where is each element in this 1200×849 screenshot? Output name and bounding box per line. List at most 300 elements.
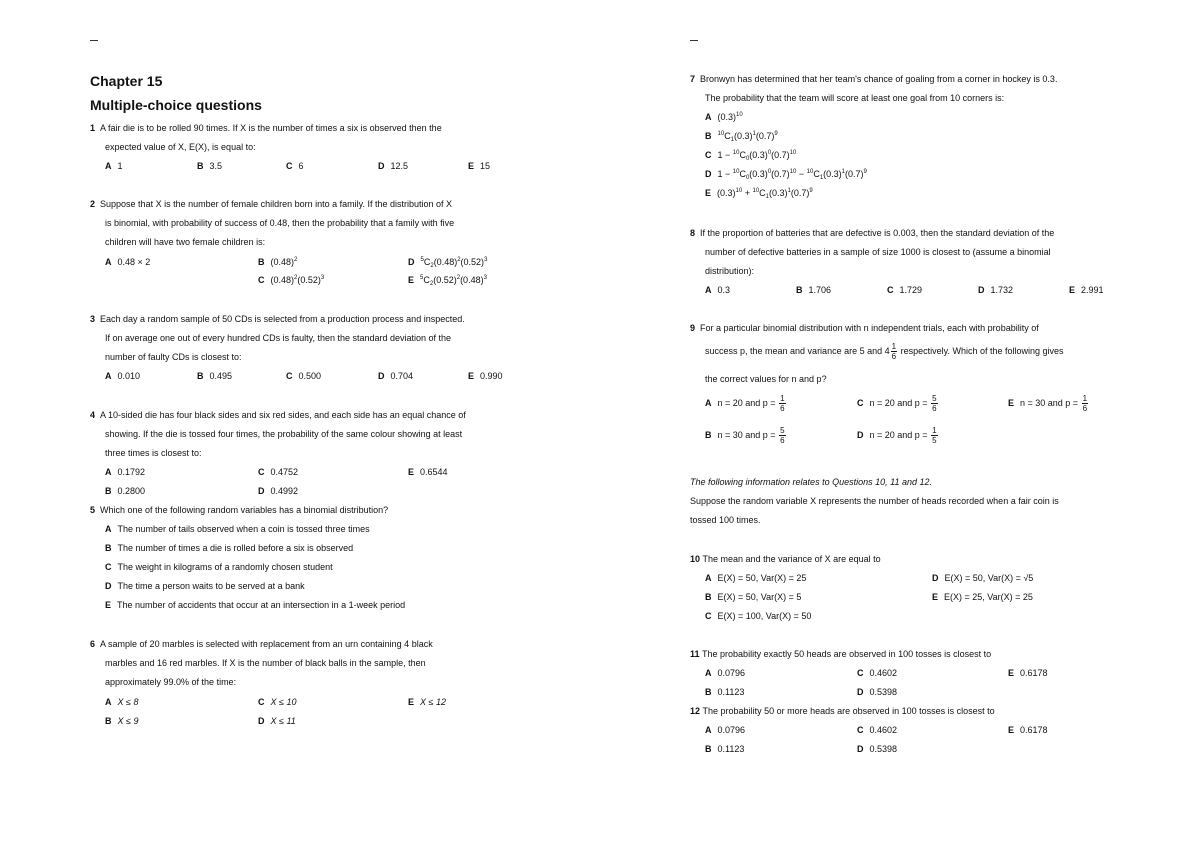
option-a[interactable] <box>105 257 150 268</box>
option-text: 15 <box>480 161 491 171</box>
option-d[interactable] <box>378 161 408 172</box>
section-title: Multiple-choice questions <box>90 97 262 113</box>
option-letter: C <box>286 161 293 171</box>
fraction-numerator: 1 <box>780 394 785 403</box>
option-d[interactable] <box>258 716 296 727</box>
option-letter: C <box>258 467 265 477</box>
option-text: 2.991 <box>1081 285 1104 295</box>
option-text: 6 <box>298 161 304 171</box>
subscript: 0 <box>745 156 750 162</box>
option-text: 1 <box>117 161 123 171</box>
exponent: 10 <box>789 150 797 156</box>
option-text: 0.704 <box>390 371 414 381</box>
option-d[interactable] <box>857 426 939 445</box>
option-text: (0.3) <box>769 188 788 198</box>
combination-symbol: C <box>739 150 746 160</box>
option-text: n = 20 and p = <box>717 397 776 408</box>
fraction <box>1082 394 1088 413</box>
question-text: Suppose that X is the number of female children born into a family. If the distribution of X <box>100 199 453 209</box>
question-text: For a particular binomial distribution with n independent trials, each with probability of <box>700 323 1039 333</box>
option-text: (0.7) <box>790 188 810 198</box>
exponent: 2 <box>456 275 461 281</box>
question-8-line-2: number of defective batteries in a sample of size 1000 is closest to (assume a binomial <box>705 247 1051 257</box>
question-6-line-3: approximately 99.0% of the time: <box>105 677 237 687</box>
subscript: 2 <box>430 263 434 269</box>
fraction-numerator: 5 <box>780 426 785 435</box>
subscript: 2 <box>429 281 434 287</box>
question-text: The probability 50 or more heads are observed in 100 tosses is closest to <box>702 706 995 716</box>
option-text: 0.495 <box>209 371 233 381</box>
option-letter: A <box>705 668 712 678</box>
option-text: 0.0796 <box>717 668 746 678</box>
prefix: 10 <box>752 188 760 194</box>
operator: − <box>796 169 807 179</box>
question-9-line-1 <box>690 323 1039 334</box>
option-letter: B <box>705 687 712 697</box>
option-d[interactable] <box>978 285 1013 296</box>
option-c[interactable] <box>857 725 897 736</box>
fraction-denominator: 6 <box>891 352 897 361</box>
option-letter: B <box>705 131 712 141</box>
option-text: 0.990 <box>480 371 503 381</box>
question-number: 12 <box>690 706 701 716</box>
option-b[interactable] <box>197 161 222 172</box>
option-letter: A <box>105 161 112 171</box>
question-1-line-2: expected value of X, E(X), is equal to: <box>105 142 256 152</box>
option-letter: E <box>408 275 415 285</box>
option-text: X ≤ 8 <box>117 697 139 707</box>
option-text: (0.52) <box>433 275 457 285</box>
option-b[interactable] <box>705 426 787 445</box>
option-text: (0.3) <box>823 169 842 179</box>
question-11-line-1 <box>690 649 991 660</box>
exponent: 9 <box>774 131 778 137</box>
option-a[interactable] <box>105 161 123 172</box>
exponent: 1 <box>787 188 791 194</box>
option-c[interactable] <box>258 697 296 708</box>
option-text: 0.5398 <box>869 744 898 754</box>
question-3-line-3: number of faulty CDs is closest to: <box>105 352 242 362</box>
fraction-numerator: 1 <box>891 342 897 351</box>
question-number: 1 <box>90 123 96 133</box>
option-text: The time a person waits to be served at a bank <box>117 581 305 591</box>
subscript: 1 <box>730 137 735 143</box>
question-number: 9 <box>690 323 696 333</box>
option-text: 1 − <box>717 150 733 160</box>
exponent: 9 <box>809 188 813 194</box>
question-text: success p, the mean and variance are 5 and 4 <box>705 345 890 356</box>
question-number: 7 <box>690 74 696 84</box>
question-text: The mean and the variance of X are equal to <box>702 554 881 564</box>
exponent: 10 <box>789 169 797 175</box>
question-number: 11 <box>690 649 700 659</box>
option-a[interactable] <box>105 467 145 478</box>
option-d[interactable] <box>378 371 413 382</box>
option-letter: C <box>887 285 894 295</box>
option-letter: D <box>857 744 864 754</box>
option-a[interactable] <box>105 371 140 382</box>
option-b[interactable] <box>258 257 297 268</box>
question-number: 4 <box>90 410 96 420</box>
question-number: 5 <box>90 505 96 515</box>
option-letter: C <box>857 725 864 735</box>
option-letter: A <box>105 467 112 477</box>
option-letter: B <box>197 161 204 171</box>
question-text: Which one of the following random variables has a binomial distribution? <box>100 505 389 515</box>
option-text: n = 30 and p = <box>717 429 776 440</box>
option-c[interactable] <box>857 394 939 413</box>
question-2-line-2: is binomial, with probability of success of 0.48, then the probability that a family with five <box>105 218 455 228</box>
question-9-line-3: the correct values for n and p? <box>705 374 827 384</box>
option-d[interactable] <box>705 169 867 180</box>
option-e[interactable] <box>408 697 446 708</box>
option-text: The weight in kilograms of a randomly chosen student <box>117 562 333 572</box>
option-letter: E <box>1008 397 1015 408</box>
option-e[interactable] <box>1008 725 1048 736</box>
option-letter: B <box>105 543 112 553</box>
option-letter: D <box>378 161 385 171</box>
combination-symbol: C <box>759 188 766 198</box>
fraction <box>891 342 897 361</box>
option-c[interactable] <box>258 467 298 478</box>
exponent: 3 <box>484 257 488 263</box>
option-text: 0.010 <box>117 371 141 381</box>
option-text: 0.2800 <box>117 486 146 496</box>
option-letter: C <box>705 150 712 160</box>
question-12-line-1 <box>690 706 995 717</box>
option-a[interactable] <box>705 668 745 679</box>
option-c[interactable] <box>705 150 796 161</box>
option-b[interactable] <box>705 131 778 142</box>
question-text: The probability exactly 50 heads are observed in 100 tosses is closest to <box>702 649 992 659</box>
option-text: 1.732 <box>990 285 1014 295</box>
question-3-line-1 <box>90 314 465 325</box>
option-d[interactable] <box>105 581 305 592</box>
option-text: n = 20 and p = <box>869 429 928 440</box>
option-letter: D <box>857 429 864 440</box>
option-e[interactable] <box>468 161 490 172</box>
question-6-line-1 <box>90 639 433 650</box>
option-b[interactable] <box>197 371 232 382</box>
option-letter: B <box>705 429 712 440</box>
option-text: (0.7) <box>771 169 790 179</box>
option-letter: B <box>105 716 112 726</box>
option-letter: E <box>1008 668 1015 678</box>
option-d[interactable] <box>932 573 1033 584</box>
option-text: X ≤ 11 <box>270 716 296 726</box>
option-d[interactable] <box>857 744 897 755</box>
option-letter: D <box>105 581 112 591</box>
exponent: 3 <box>320 275 325 281</box>
option-text: 0.6178 <box>1020 668 1048 678</box>
question-number: 6 <box>90 639 96 649</box>
option-c[interactable] <box>105 562 333 573</box>
fraction <box>779 394 785 413</box>
option-text: 0.4602 <box>869 668 898 678</box>
question-text: If the proportion of batteries that are defective is 0.003, then the standard deviation of the <box>700 228 1055 238</box>
fraction-numerator: 1 <box>932 426 937 435</box>
option-letter: C <box>258 275 265 285</box>
option-text: E(X) = 50, Var(X) = 5 <box>717 592 802 602</box>
option-letter: D <box>932 573 939 583</box>
option-text: E(X) = 25, Var(X) = 25 <box>944 592 1033 602</box>
option-letter: C <box>286 371 293 381</box>
question-3-line-2: If on average one out of every hundred CDs is faulty, then the standard deviation of the <box>105 333 452 343</box>
option-e[interactable] <box>932 592 1033 603</box>
option-letter: C <box>857 668 864 678</box>
option-text: 0.1123 <box>717 744 745 754</box>
chapter-title: Chapter 15 <box>90 73 163 89</box>
option-a[interactable] <box>705 112 743 123</box>
info-line-2: tossed 100 times. <box>690 515 761 525</box>
option-e[interactable] <box>1008 394 1089 413</box>
question-8-line-1 <box>690 228 1054 239</box>
option-c[interactable] <box>286 161 304 172</box>
prefix: 10 <box>717 131 725 137</box>
option-letter: A <box>105 697 112 707</box>
question-7-line-2: The probability that the team will score at least one goal from 10 corners is: <box>705 93 1005 103</box>
option-a[interactable] <box>705 573 806 584</box>
option-text: (0.3) <box>734 131 753 141</box>
option-text: The number of times a die is rolled before a six is observed <box>117 543 354 553</box>
option-letter: E <box>1069 285 1076 295</box>
option-letter: E <box>1008 725 1015 735</box>
option-text: E(X) = 50, Var(X) = 25 <box>717 573 807 583</box>
option-letter: E <box>468 161 475 171</box>
option-c[interactable] <box>286 371 321 382</box>
prefix: 10 <box>806 169 814 175</box>
option-letter: A <box>705 112 712 122</box>
page-marker-dash <box>690 40 698 41</box>
option-b[interactable] <box>105 486 145 497</box>
question-9-line-2 <box>705 342 1064 361</box>
question-8-line-3: distribution): <box>705 266 755 276</box>
option-e[interactable] <box>1069 285 1104 296</box>
combination-symbol: C <box>813 169 820 179</box>
option-text: (0.3) <box>749 150 768 160</box>
option-text: 0.0796 <box>717 725 746 735</box>
option-letter: C <box>105 562 112 572</box>
prefix: 5 <box>420 257 424 263</box>
option-text: X ≤ 9 <box>117 716 139 726</box>
fraction <box>779 426 785 445</box>
question-text: A fair die is to be rolled 90 times. If X is the number of times a six is observed then the <box>100 123 442 133</box>
option-a[interactable] <box>705 394 787 413</box>
option-text: 0.4992 <box>270 486 299 496</box>
fraction <box>931 426 937 445</box>
option-letter: E <box>468 371 475 381</box>
option-text: 0.3 <box>717 285 731 295</box>
option-text: 12.5 <box>390 161 409 171</box>
option-text: (0.48) <box>433 257 458 267</box>
fraction-numerator: 5 <box>932 394 937 403</box>
question-number: 2 <box>90 199 96 209</box>
combination-symbol: C <box>423 275 430 285</box>
question-text: Bronwyn has determined that her team's chance of goaling from a corner in hockey is 0.3. <box>700 74 1058 84</box>
subscript: 1 <box>765 194 770 200</box>
exponent: 0 <box>767 150 772 156</box>
question-2-line-1 <box>90 199 452 210</box>
option-text: 0.500 <box>298 371 322 381</box>
option-b[interactable] <box>105 716 138 727</box>
option-a[interactable] <box>705 285 730 296</box>
combination-symbol: C <box>739 169 746 179</box>
question-5-line-1 <box>90 505 388 516</box>
option-a[interactable] <box>105 524 370 535</box>
exponent: 9 <box>863 169 867 175</box>
option-e[interactable] <box>408 275 487 286</box>
option-d[interactable] <box>857 687 897 698</box>
option-text: 3.5 <box>209 161 223 171</box>
option-letter: D <box>408 257 415 267</box>
prefix: 10 <box>732 150 740 156</box>
option-text: 0.1123 <box>717 687 745 697</box>
option-letter: B <box>705 592 712 602</box>
option-b[interactable] <box>705 592 801 603</box>
option-text: (0.48) <box>270 275 295 285</box>
option-letter: A <box>105 257 112 267</box>
option-text: The number of tails observed when a coin is tossed three times <box>117 524 370 534</box>
option-c[interactable] <box>258 275 324 286</box>
prefix: 10 <box>732 169 740 175</box>
option-letter: B <box>197 371 204 381</box>
fraction-denominator: 6 <box>780 404 785 413</box>
option-text: X ≤ 10 <box>270 697 297 707</box>
option-b[interactable] <box>105 543 353 554</box>
option-c[interactable] <box>705 611 811 622</box>
page-marker-dash <box>90 40 98 41</box>
option-letter: C <box>857 397 864 408</box>
question-number: 8 <box>690 228 696 238</box>
option-letter: D <box>258 716 265 726</box>
option-letter: E <box>105 600 112 610</box>
fraction-denominator: 5 <box>932 436 937 445</box>
option-letter: B <box>796 285 803 295</box>
option-d[interactable] <box>258 486 298 497</box>
option-e[interactable] <box>408 467 448 478</box>
option-d[interactable] <box>408 257 487 268</box>
question-text: respectively. Which of the following gives <box>900 345 1064 356</box>
fraction-denominator: 6 <box>1082 404 1088 413</box>
exponent: 1 <box>752 131 756 137</box>
option-letter: E <box>408 697 415 707</box>
option-text: (0.3) <box>717 188 736 198</box>
option-text: 1 − <box>717 169 733 179</box>
option-b[interactable] <box>705 744 744 755</box>
option-letter: A <box>705 397 712 408</box>
option-text: 1.706 <box>808 285 832 295</box>
option-letter: A <box>105 371 112 381</box>
option-b[interactable] <box>796 285 831 296</box>
option-c[interactable] <box>887 285 922 296</box>
option-letter: A <box>705 573 712 583</box>
option-text: 0.4602 <box>869 725 898 735</box>
subscript: 0 <box>745 175 750 181</box>
option-letter: B <box>105 486 112 496</box>
option-letter: C <box>258 697 265 707</box>
operator: + <box>742 188 753 198</box>
option-e[interactable] <box>468 371 503 382</box>
option-text: E(X) = 100, Var(X) = 50 <box>717 611 812 621</box>
question-4-line-1 <box>90 410 466 421</box>
option-text: (0.3) <box>749 169 768 179</box>
question-text: A 10-sided die has four black sides and six red sides, and each side has an equal chance of <box>100 410 466 420</box>
option-text: 0.6544 <box>420 467 448 477</box>
fraction <box>931 394 937 413</box>
exponent: 0 <box>767 169 772 175</box>
option-text: (0.48) <box>270 257 295 267</box>
fraction-numerator: 1 <box>1082 394 1088 403</box>
option-e[interactable] <box>105 600 405 611</box>
question-2-line-3: children will have two female children is: <box>105 237 266 247</box>
option-text: (0.7) <box>845 169 864 179</box>
exponent: 10 <box>736 112 743 118</box>
question-10-line-1 <box>690 554 881 565</box>
option-text: (0.52) <box>297 275 321 285</box>
question-text: A sample of 20 marbles is selected with replacement from an urn containing 4 black <box>100 639 433 649</box>
option-e[interactable] <box>1008 668 1048 679</box>
subscript: 1 <box>819 175 824 181</box>
option-text: 0.1792 <box>117 467 146 477</box>
combination-symbol: C <box>423 257 431 267</box>
question-6-line-2: marbles and 16 red marbles. If X is the number of black balls in the sample, then <box>105 658 426 668</box>
option-text: n = 30 and p = <box>1020 397 1079 408</box>
option-letter: B <box>705 744 712 754</box>
question-number: 3 <box>90 314 96 324</box>
exponent: 2 <box>457 257 461 263</box>
option-letter: D <box>378 371 385 381</box>
option-letter: A <box>705 725 712 735</box>
option-letter: E <box>705 188 712 198</box>
exponent: 1 <box>841 169 846 175</box>
option-letter: A <box>105 524 112 534</box>
option-text: (0.48) <box>460 275 484 285</box>
question-1-line-1 <box>90 123 442 134</box>
option-letter: E <box>408 467 415 477</box>
option-text: 0.48 × 2 <box>117 257 151 267</box>
option-letter: B <box>258 257 265 267</box>
option-text: 0.4752 <box>270 467 299 477</box>
option-a[interactable] <box>105 697 138 708</box>
option-text: (0.3) <box>717 112 737 122</box>
info-line-1: Suppose the random variable X represents the number of heads recorded when a fair coin is <box>690 496 1059 506</box>
option-text: (0.7) <box>771 150 790 160</box>
option-b[interactable] <box>705 687 744 698</box>
question-7-line-1 <box>690 74 1057 85</box>
option-letter: A <box>705 285 712 295</box>
option-c[interactable] <box>857 668 897 679</box>
option-a[interactable] <box>705 725 745 736</box>
question-number: 10 <box>690 554 701 564</box>
option-letter: D <box>258 486 265 496</box>
option-letter: D <box>705 169 712 179</box>
option-text: The number of accidents that occur at an intersection in a 1-week period <box>117 600 406 610</box>
option-letter: D <box>857 687 864 697</box>
fraction-denominator: 6 <box>932 404 937 413</box>
option-text: 0.5398 <box>869 687 898 697</box>
option-text: n = 20 and p = <box>869 397 928 408</box>
option-text: (0.52) <box>460 257 485 267</box>
exponent: 2 <box>294 275 298 281</box>
prefix: 5 <box>420 275 424 281</box>
exponent: 3 <box>483 275 487 281</box>
right-column <box>690 0 1110 849</box>
question-4-line-3: three times is closest to: <box>105 448 202 458</box>
option-text: X ≤ 12 <box>420 697 446 707</box>
question-4-line-2: showing. If the die is tossed four times, the probability of the same colour showing at least <box>105 429 463 439</box>
option-e[interactable] <box>705 188 813 199</box>
fraction-denominator: 6 <box>780 436 785 445</box>
